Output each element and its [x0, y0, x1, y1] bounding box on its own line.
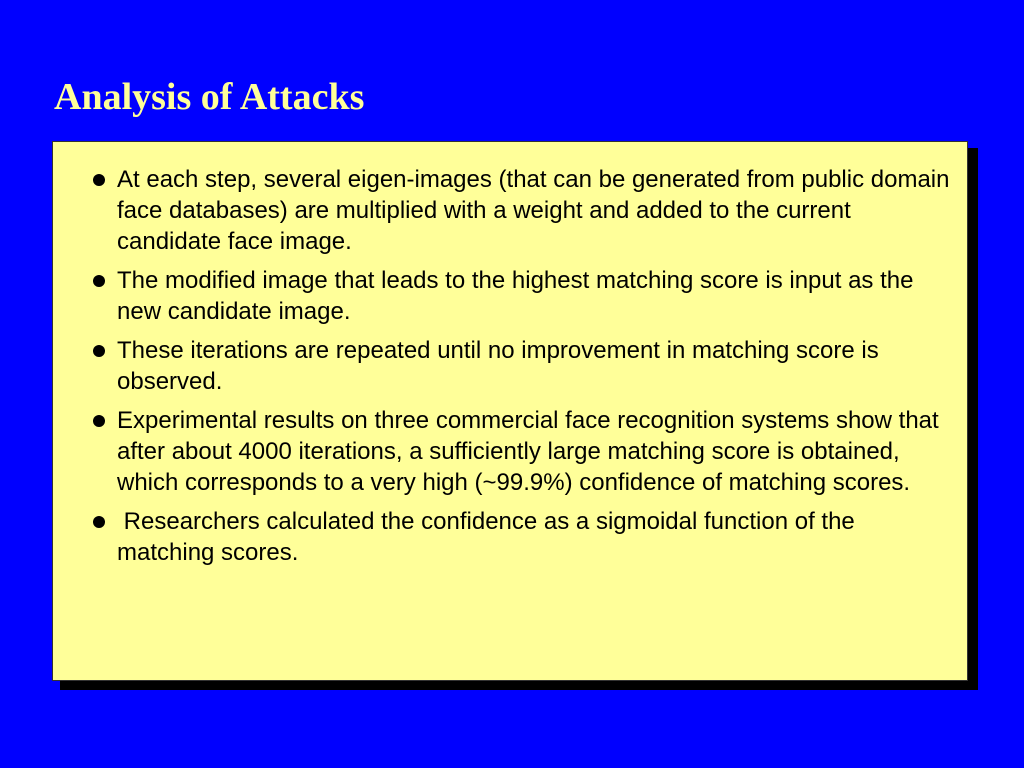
bullet-item: [91, 265, 951, 327]
bullet-item: [91, 405, 951, 498]
bullet-item: [91, 506, 951, 568]
bullet-text: At each step, several eigen-images (that can be generated from public domain face databases) are multiplied with a weight and added to the current candidate face image.: [117, 166, 950, 255]
bullet-text: Experimental results on three commercial face recognition systems show that after about 4000 iterations, a sufficiently large matching score is obtained, which corresponds to a very high (~99.9%) confidence of matching scores.: [117, 407, 939, 496]
content-box: [52, 141, 968, 681]
bullet-list: [91, 164, 951, 576]
bullet-dot-icon: [93, 415, 105, 427]
bullet-text: The modified image that leads to the highest matching score is input as the new candidate image.: [117, 267, 914, 325]
bullet-text: These iterations are repeated until no improvement in matching score is observed.: [117, 337, 879, 395]
bullet-text: Researchers calculated the confidence as a sigmoidal function of the matching scores.: [117, 508, 862, 566]
bullet-dot-icon: [93, 516, 105, 528]
bullet-item: [91, 335, 951, 397]
bullet-item: [91, 164, 951, 257]
slide-title: Analysis of Attacks: [54, 76, 365, 118]
bullet-dot-icon: [93, 275, 105, 287]
bullet-dot-icon: [93, 174, 105, 186]
bullet-dot-icon: [93, 345, 105, 357]
